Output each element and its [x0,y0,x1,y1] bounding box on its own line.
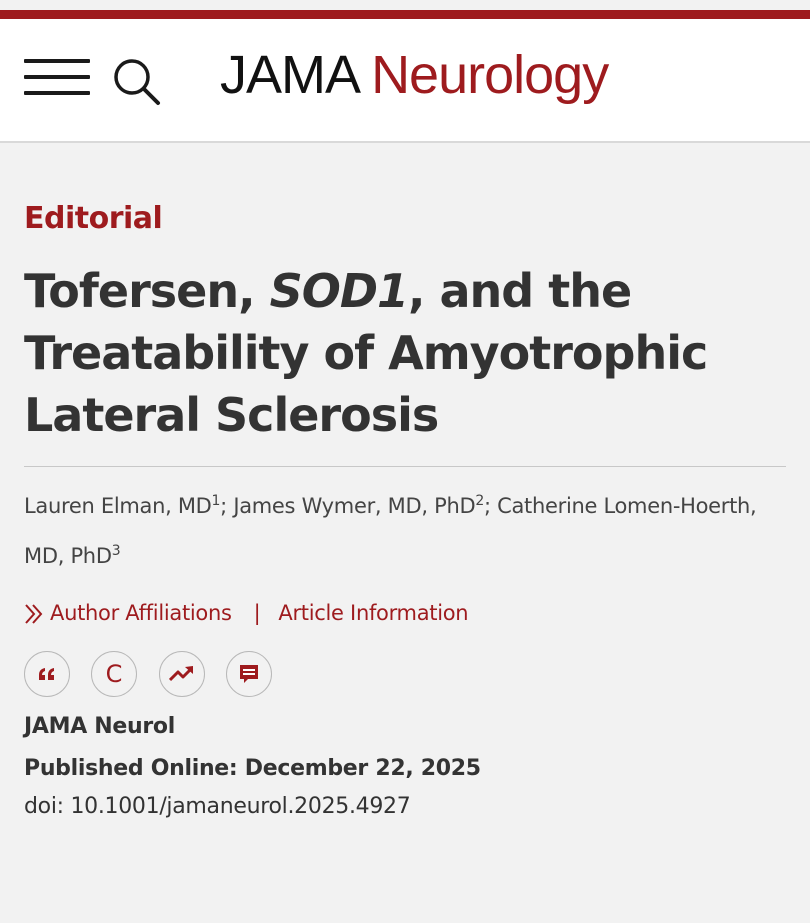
comment-button[interactable] [226,651,272,697]
metrics-button[interactable] [159,651,205,697]
author-name[interactable]: Lauren Elman, MD [24,494,212,518]
journal-logo[interactable] [220,43,608,107]
author-separator: ; [220,494,234,518]
logo-jama: JAMA [220,45,358,105]
article-links [24,601,468,625]
quote-icon [38,667,56,681]
author-separator: ; [483,494,498,518]
search-icon[interactable] [112,57,162,107]
cite-button[interactable] [91,651,137,697]
menu-line [24,59,90,63]
hamburger-menu-icon[interactable] [24,59,90,101]
journal-abbreviation: JAMA Neurol [24,714,175,739]
author-affiliations-link[interactable]: Author Affiliations [50,601,232,625]
author-affiliation-number: 2 [475,493,484,509]
double-chevron-right-icon [24,603,44,625]
comment-icon [238,663,260,685]
title-part-2: , and the Treatability of Amyotrophic Lateral Sclerosis [24,264,708,442]
doi[interactable]: doi: 10.1001/jamaneurol.2025.4927 [24,794,411,819]
title-gene-name: SOD1 [269,264,409,318]
menu-line [24,75,90,79]
article-type-label: Editorial [24,201,163,236]
article-title [24,260,794,446]
author-affiliation-number: 1 [211,493,221,509]
publication-date: Published Online: December 22, 2025 [24,756,481,781]
author-list [24,481,764,581]
title-divider [24,466,786,467]
title-part-1: Tofersen, [24,264,270,318]
author-affiliation-number: 3 [111,543,121,559]
article-information-link[interactable]: Article Information [278,601,469,625]
menu-line [24,91,90,95]
cite-icon: C [105,660,123,688]
author-name[interactable]: James Wymer, MD, PhD [233,494,476,518]
logo-neurology: Neurology [371,45,609,105]
quote-button[interactable] [24,651,70,697]
author-name[interactable]: Catherine Lomen-Hoerth, MD, PhD [24,494,757,568]
link-separator: | [253,601,261,625]
top-accent-bar [0,10,810,19]
site-header [0,19,810,143]
trending-icon [169,665,195,683]
